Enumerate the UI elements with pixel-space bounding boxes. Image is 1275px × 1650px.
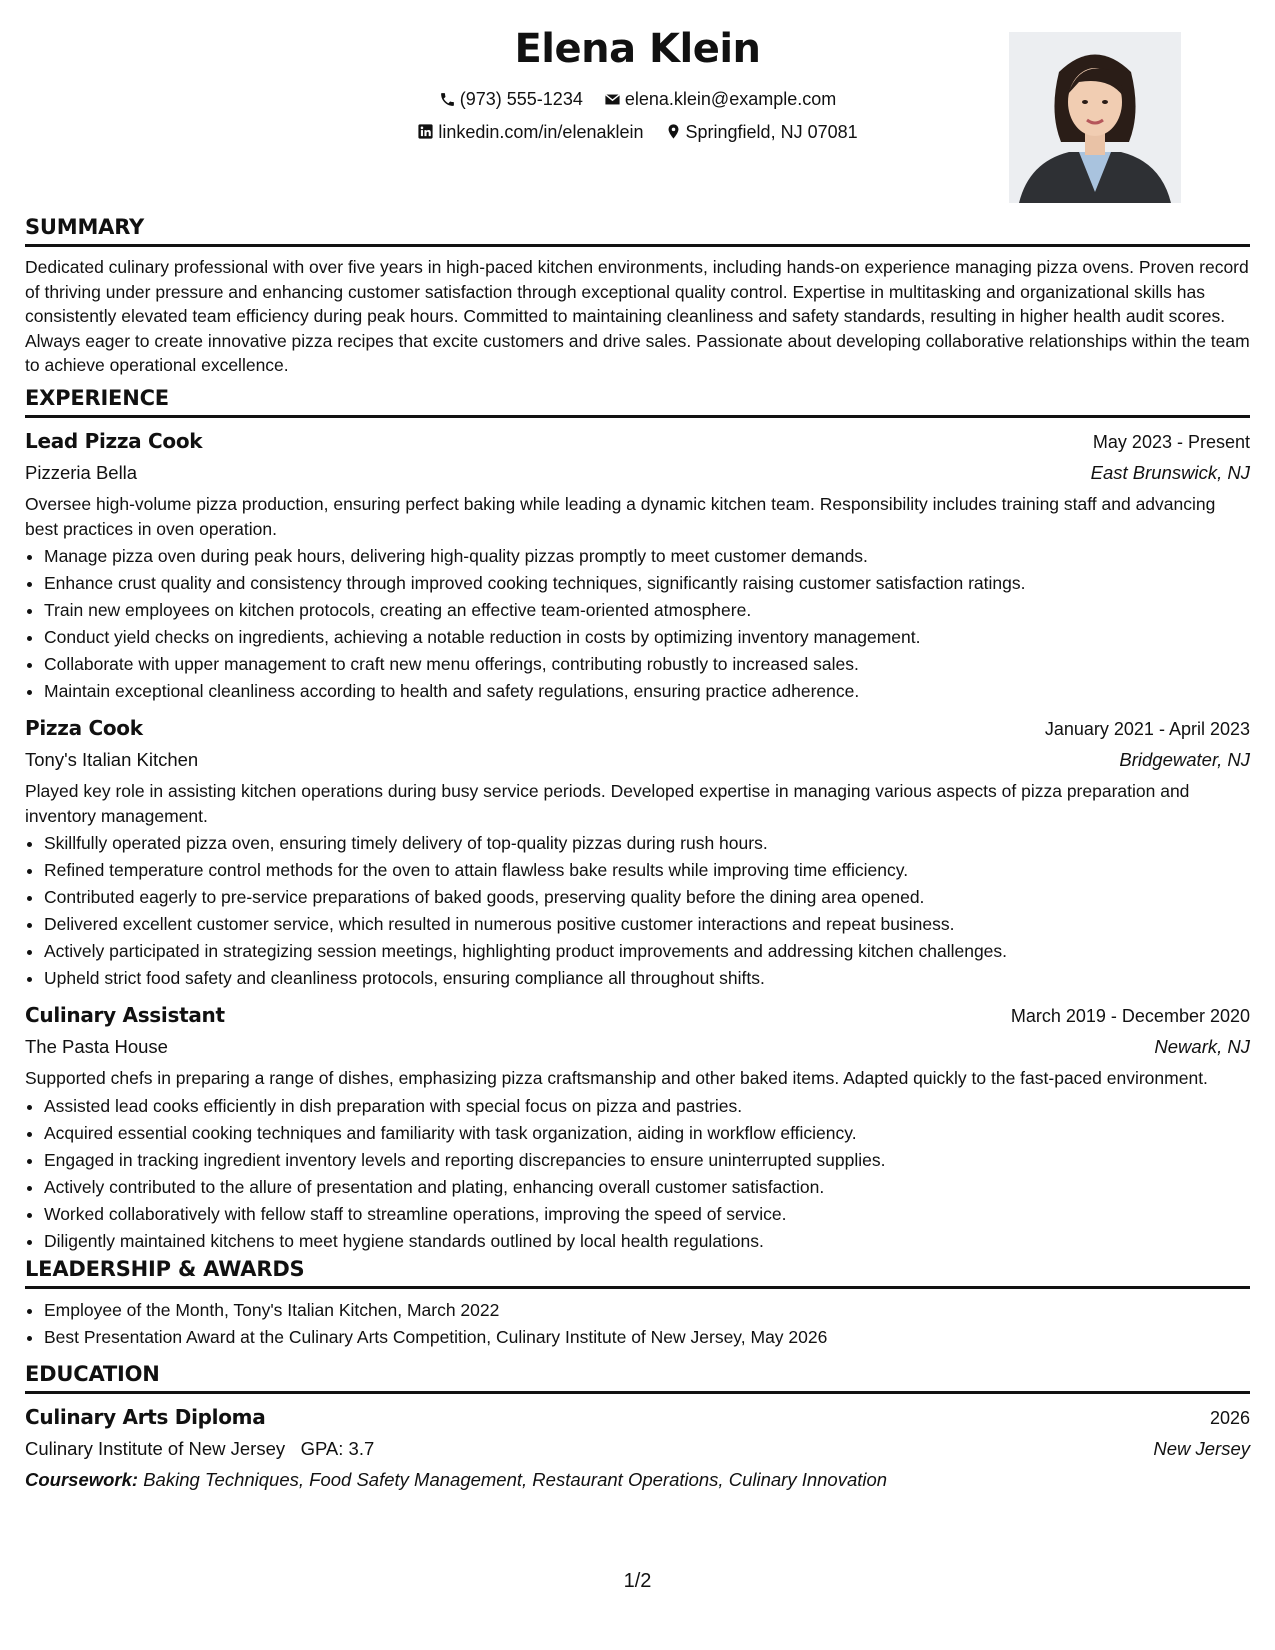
awards-section bbox=[25, 1255, 1250, 1351]
experience-section bbox=[25, 384, 1250, 1255]
list-item: • Collaborate with upper management to craft new menu offerings, contributing robustly to increased sales. bbox=[44, 651, 1250, 678]
education-section bbox=[25, 1360, 1250, 1495]
list-item: • Engaged in tracking ingredient inventory levels and reporting discrepancies to ensure uninterrupted supplies. bbox=[44, 1147, 1250, 1174]
job-dates: May 2023 - Present bbox=[1092, 432, 1250, 452]
home-location: Springfield, NJ 07081 bbox=[685, 121, 858, 142]
education-entry bbox=[25, 1402, 1250, 1495]
email-address[interactable]: elena.klein@example.com bbox=[624, 89, 837, 109]
job-bullets bbox=[25, 830, 1250, 992]
experience-heading: EXPERIENCE bbox=[25, 384, 1250, 418]
list-item: • Manage pizza oven during peak hours, delivering high-quality pizzas promptly to meet customer demands. bbox=[44, 543, 1250, 570]
awards-list bbox=[25, 1297, 1250, 1351]
coursework-list: Baking Techniques, Food Safety Management, Restaurant Operations, Culinary Innovation bbox=[143, 1469, 888, 1490]
list-item: • Train new employees on kitchen protocols, creating an effective team-oriented atmosphere. bbox=[44, 597, 1250, 624]
job-location: Bridgewater, NJ bbox=[1119, 749, 1250, 770]
summary-heading: SUMMARY bbox=[25, 213, 1250, 247]
coursework bbox=[25, 1465, 1250, 1495]
job-company: The Pasta House bbox=[25, 1036, 168, 1057]
list-item: • Actively participated in strategizing session meetings, highlighting product improvements and addressing kitchen challenges. bbox=[44, 938, 1250, 965]
job-bullets bbox=[25, 1093, 1250, 1255]
phone-number: (973) 555-1234 bbox=[459, 89, 583, 109]
page-number: 1/2 bbox=[623, 1570, 652, 1592]
portrait-illustration bbox=[1009, 32, 1181, 203]
job-location: East Brunswick, NJ bbox=[1090, 462, 1250, 483]
list-item: • Conduct yield checks on ingredients, achieving a notable reduction in costs by optimizing inventory management. bbox=[44, 624, 1250, 651]
resume-page bbox=[25, 0, 1250, 1650]
list-item: • Acquired essential cooking techniques and familiarity with task organization, aiding in workflow efficiency. bbox=[44, 1120, 1250, 1147]
job-company: Tony's Italian Kitchen bbox=[25, 749, 199, 770]
job-description: Supported chefs in preparing a range of dishes, emphasizing pizza craftsmanship and other baked items. Adapted quickly to the fast-paced environment. bbox=[25, 1068, 1208, 1088]
list-item: • Refined temperature control methods for the oven to attain flawless bake results while improving time efficiency. bbox=[44, 857, 1250, 884]
list-item: • Employee of the Month, Tony's Italian Kitchen, March 2022 bbox=[44, 1297, 1250, 1324]
list-item: • Worked collaboratively with fellow staff to streamline operations, improving the speed of service. bbox=[44, 1201, 1250, 1228]
school-info bbox=[25, 1433, 374, 1465]
job-entry bbox=[25, 1000, 1250, 1255]
job-entry bbox=[25, 426, 1250, 705]
candidate-name: Elena Klein bbox=[514, 26, 761, 72]
summary-section bbox=[25, 213, 1250, 378]
location-contact bbox=[665, 117, 858, 147]
job-company: Pizzeria Bella bbox=[25, 462, 138, 483]
phone-icon bbox=[439, 91, 456, 108]
linkedin-url[interactable]: linkedin.com/in/elenaklein bbox=[438, 121, 644, 142]
job-title: Culinary Assistant bbox=[25, 1003, 225, 1027]
list-item: • Actively contributed to the allure of presentation and plating, enhancing overall customer satisfaction. bbox=[44, 1174, 1250, 1201]
job-description: Played key role in assisting kitchen operations during busy service periods. Developed expertise in managing various aspects of pizza preparation and inventory management. bbox=[25, 781, 1190, 826]
list-item: • Delivered excellent customer service, which resulted in numerous positive customer interactions and repeat business. bbox=[44, 911, 1250, 938]
job-title: Lead Pizza Cook bbox=[25, 429, 203, 453]
coursework-label: Coursework: bbox=[25, 1469, 139, 1490]
job-dates: January 2021 - April 2023 bbox=[1044, 719, 1250, 739]
education-heading: EDUCATION bbox=[25, 1360, 1250, 1394]
degree-name: Culinary Arts Diploma bbox=[25, 1405, 266, 1429]
list-item: • Assisted lead cooks efficiently in dish preparation with special focus on pizza and pastries. bbox=[44, 1093, 1250, 1120]
graduation-year: 2026 bbox=[1209, 1408, 1250, 1428]
profile-photo bbox=[1009, 32, 1181, 203]
linkedin-contact[interactable] bbox=[417, 117, 643, 147]
linkedin-icon bbox=[417, 123, 434, 140]
awards-heading: LEADERSHIP & AWARDS bbox=[25, 1255, 1250, 1289]
school-location: New Jersey bbox=[1153, 1438, 1250, 1459]
summary-text: Dedicated culinary professional with over five years in high-paced kitchen environments, including hands-on experience managing pizza ovens. Proven record of thriving under pressure and enhancing customer satisfaction through exceptional quality control. Expertise in multitasking and organizational skills has consistently elevated team efficiency during peak hours. Committed to maintaining cleanliness and safety standards, resulting in higher health audit scores. Always eager to create innovative pizza recipes that excite customers and drive sales. Passionate about developing collaborative relationships within the team to achieve operational excellence. bbox=[25, 257, 1250, 375]
list-item: • Contributed eagerly to pre-service preparations of baked goods, preserving quality before the dining area opened. bbox=[44, 884, 1250, 911]
list-item: • Skillfully operated pizza oven, ensuring timely delivery of top-quality pizzas during rush hours. bbox=[44, 830, 1250, 857]
job-location: Newark, NJ bbox=[1154, 1036, 1250, 1057]
list-item: • Upheld strict food safety and cleanliness protocols, ensuring compliance all throughout shifts. bbox=[44, 965, 1250, 992]
list-item: • Best Presentation Award at the Culinary Arts Competition, Culinary Institute of New Jersey, May 2026 bbox=[44, 1324, 1250, 1351]
map-pin-icon bbox=[665, 123, 682, 140]
list-item: • Enhance crust quality and consistency through improved cooking techniques, significantly raising customer satisfaction ratings. bbox=[44, 570, 1250, 597]
gpa: GPA: 3.7 bbox=[300, 1438, 375, 1459]
job-dates: March 2019 - December 2020 bbox=[1010, 1006, 1250, 1026]
job-title: Pizza Cook bbox=[25, 716, 143, 740]
phone-contact bbox=[439, 84, 583, 114]
job-description: Oversee high-volume pizza production, ensuring perfect baking while leading a dynamic kitchen team. Responsibility includes training staff and advancing best practices in oven operation. bbox=[25, 494, 1216, 539]
list-item: • Maintain exceptional cleanliness according to health and safety regulations, ensuring practice adherence. bbox=[44, 678, 1250, 705]
job-bullets bbox=[25, 543, 1250, 705]
list-item: • Diligently maintained kitchens to meet hygiene standards outlined by local health regulations. bbox=[44, 1228, 1250, 1255]
job-entry bbox=[25, 713, 1250, 992]
envelope-icon bbox=[604, 91, 621, 108]
email-contact[interactable] bbox=[604, 84, 836, 114]
school-name: Culinary Institute of New Jersey bbox=[25, 1438, 286, 1459]
